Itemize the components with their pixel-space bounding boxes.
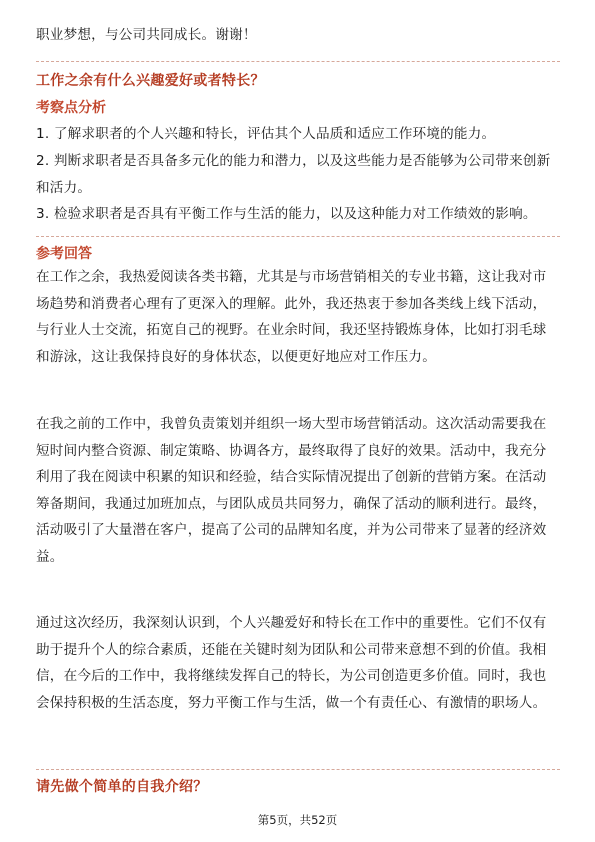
section-divider [36,769,560,770]
section-divider [36,236,560,237]
answer-paragraph: 在工作之余，我热爱阅读各类书籍，尤其是与市场营销相关的专业书籍，这让我对市场趋势和消费者心理有了更深入的理解。此外，我还热衷于参加各类线上线下活动，与行业人士交流，拓宽自己的视野。在业余时间，我还坚持锻炼身体，比如打羽毛球和游泳，这让我保持良好的身体状态，以便更好地应对工作压力。 [36,269,547,365]
analysis-point: 1. 了解求职者的个人兴趣和特长，评估其个人品质和适应工作环境的能力。 [36,126,496,142]
page-number: 第5页，共52页 [257,813,338,827]
intro-tail-text: 职业梦想，与公司共同成长。谢谢！ [36,27,257,43]
answer-paragraph: 通过这次经历，我深刻认识到，个人兴趣爱好和特长在工作中的重要性。它们不仅有助于提升个人的综合素质，还能在关键时刻为团队和公司带来意想不到的价值。我相信，在今后的工作中，我将继续发挥自己的特长，为公司创造更多价值。同时，我也会保持积极的生活态度，努力平衡工作与生活，做一个有责任心、有激情的职场人。 [36,615,547,711]
next-question-heading: 请先做个简单的自我介绍？ [36,779,208,795]
answer-heading: 参考回答 [36,246,92,262]
section-divider [36,61,560,62]
answer-paragraph: 在我之前的工作中，我曾负责策划并组织一场大型市场营销活动。这次活动需要我在短时间内整合资源、制定策略、协调各方，最终取得了良好的效果。活动中，我充分利用了我在阅读中积累的知识和经验，结合实际情况提出了创新的营销方案。在活动筹备期间，我通过加班加点，与团队成员共同努力，确保了活动的顺利进行。最终，活动吸引了大量潜在客户，提高了公司的品牌知名度，并为公司带来了显著的经济效益。 [36,416,547,565]
question-heading: 工作之余有什么兴趣爱好或者特长？ [36,73,265,89]
analysis-point: 2. 判断求职者是否具备多元化的能力和潜力，以及这些能力是否能够为公司带来创新和活力。 [36,153,551,196]
analysis-point: 3. 检验求职者是否具有平衡工作与生活的能力，以及这种能力对工作绩效的影响。 [36,206,537,222]
analysis-heading: 考察点分析 [36,100,106,116]
